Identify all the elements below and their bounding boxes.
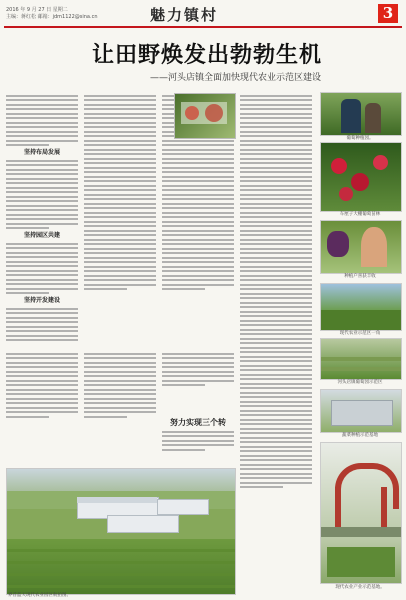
right-caption-5: 河头店镇葡萄园示范区 — [337, 380, 383, 385]
aerial-photo — [6, 468, 236, 595]
article-column-1-lower — [6, 350, 78, 465]
subtitle-3: 坚持开发建设 — [23, 297, 60, 304]
right-photo-1 — [320, 92, 402, 136]
right-caption-2: 车厘子大棚葡萄苗林 — [339, 212, 381, 217]
aerial-caption: 界首蓝天现代农业园区航拍图。 — [8, 593, 71, 598]
right-caption-6: 蔬菜种植示范基地 — [342, 433, 378, 438]
article-column-2 — [84, 92, 156, 344]
right-photo-5 — [320, 338, 402, 380]
article-column-1 — [6, 92, 78, 344]
headline: 让田野焕发出勃勃生机 — [92, 42, 323, 68]
greenhouse-photo — [174, 93, 236, 139]
right-photo-6 — [320, 389, 402, 433]
header-rule — [4, 26, 402, 28]
right-caption-7: 现代农业产业示范基地。 — [335, 585, 385, 590]
article-column-4 — [240, 92, 312, 592]
right-photo-4 — [320, 283, 402, 331]
subtitle-1: 坚持布局发展 — [23, 149, 60, 156]
issue-meta — [6, 7, 97, 21]
editor-line: 主编：蒋红松 邮箱：jdm1122@sina.cn — [6, 14, 98, 20]
page-number: 3 — [378, 4, 398, 23]
subtitle-4: 努力实现三个转 — [170, 418, 226, 427]
subtitle-2: 坚持园区共建 — [23, 232, 60, 239]
subhead: ——河头店镇全面加快现代农业示范区建设 — [150, 73, 322, 83]
right-caption-3: 种植户喜获丰收 — [344, 274, 376, 279]
right-photo-3 — [320, 220, 402, 274]
right-caption-1: 葡萄种植园。 — [346, 136, 374, 141]
article-column-3-lower — [162, 350, 234, 412]
right-photo-7 — [320, 442, 402, 584]
section-title: 魅力镇村 — [150, 6, 219, 24]
article-column-3-bottom — [162, 428, 234, 466]
right-caption-4: 现代农业示范区一角 — [339, 331, 381, 336]
article-column-2-lower — [84, 350, 156, 465]
date-line: 2016 年 9 月 27 日 星期二 — [6, 7, 68, 13]
right-photo-2 — [320, 142, 402, 212]
